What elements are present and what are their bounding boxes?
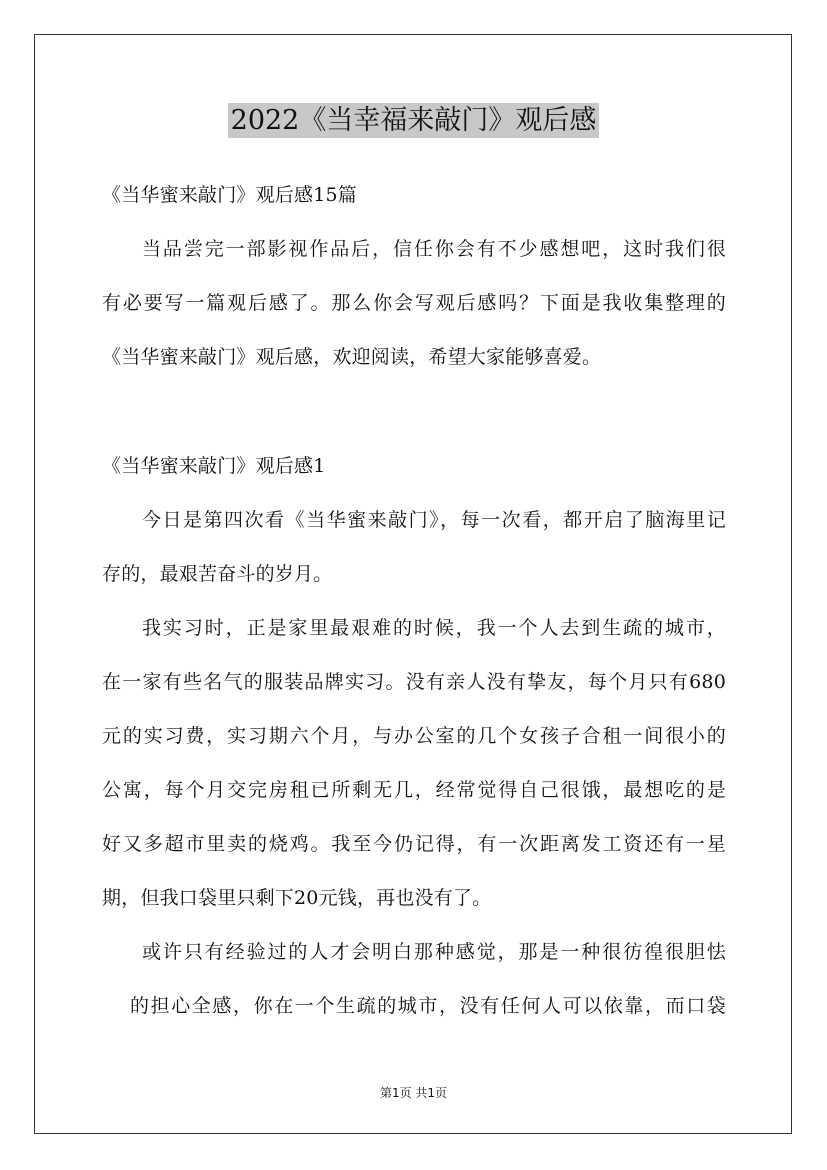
- paragraph-line: 存的，最艰苦奋斗的岁月。: [102, 563, 333, 585]
- subtitle-line: 《当华蜜来敲门》观后感15篇: [102, 184, 357, 206]
- paragraph-line: 我实习时，正是家里最艰难的时候，我一个人去到生疏的城市，: [142, 617, 726, 639]
- page-footer: 第1页 共1页: [379, 1086, 448, 1100]
- paragraph-line: 或许只有经验过的人才会明白那种感觉，那是一种很彷徨很胆怯: [142, 941, 726, 963]
- paragraph-line: 在一家有些名气的服装品牌实习。没有亲人没有挚友，每个月只有680: [102, 671, 726, 693]
- paragraph-line: 好又多超市里卖的烧鸡。我至今仍记得，有一次距离发工资还有一星: [102, 833, 726, 855]
- paragraph-line: 有必要写一篇观后感了。那么你会写观后感吗？下面是我收集整理的: [102, 292, 726, 314]
- paragraph-line: 今日是第四次看《当华蜜来敲门》，每一次看，都开启了脑海里记: [142, 509, 726, 531]
- paragraph-line: 元的实习费，实习期六个月，与办公室的几个女孩子合租一间很小的: [102, 725, 726, 747]
- paragraph-line: 当品尝完一部影视作品后，信任你会有不少感想吧，这时我们很: [142, 238, 726, 260]
- document-title: 2022《当幸福来敲门》观后感: [228, 103, 600, 138]
- paragraph-line: 期，但我口袋里只剩下20元钱，再也没有了。: [102, 887, 492, 909]
- section-heading: 《当华蜜来敲门》观后感1: [102, 455, 326, 477]
- paragraph-line: 《当华蜜来敲门》观后感，欢迎阅读，希望大家能够喜爱。: [102, 346, 602, 368]
- paragraph-line: 的担心全感，你在一个生疏的城市，没有任何人可以依靠，而口袋: [130, 995, 726, 1017]
- paragraph-line: 公寓，每个月交完房租已所剩无几，经常觉得自己很饿，最想吃的是: [102, 779, 726, 801]
- document-title-wrap: [0, 98, 827, 137]
